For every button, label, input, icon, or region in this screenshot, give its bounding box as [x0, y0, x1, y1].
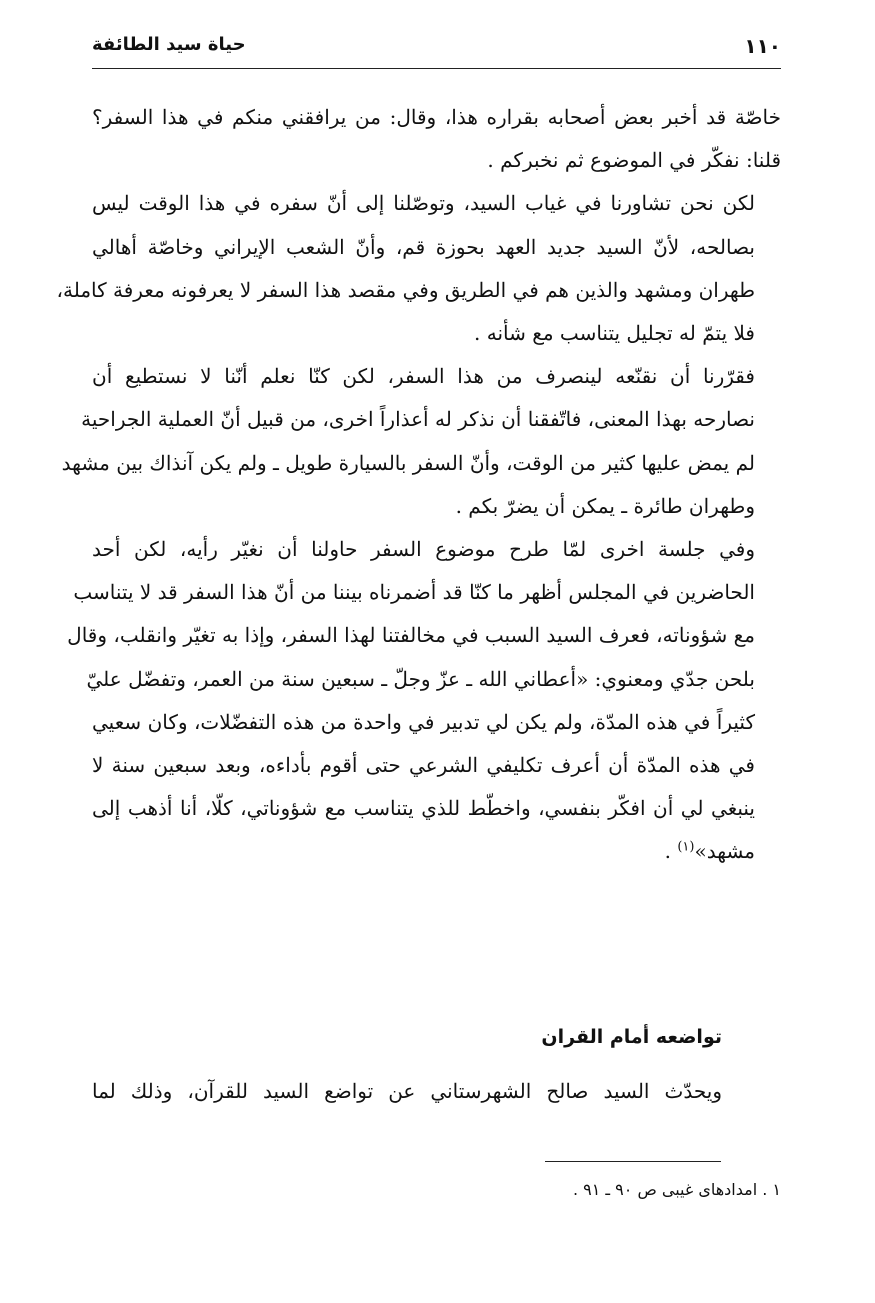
text-line: مع شؤوناته، فعرف السيد السبب في مخالفتنا لهذا السفر، وإذا به تغيّر وانقلب، وقال: [67, 623, 755, 648]
section-paragraph: ويحدّث السيد صالح الشهرستاني عن تواضع السيد للقرآن، وذلك لما: [92, 1079, 722, 1103]
text-line: فلا يتمّ له تجليل يتناسب مع شأنه .: [474, 321, 755, 346]
paragraph-4: [67, 528, 781, 874]
paragraph-2: [56, 182, 781, 355]
text-line: خاصّة قد أخبر بعض أصحابه بقراره هذا، وقال: من يرافقني منكم في هذا السفر؟: [92, 105, 781, 129]
paragraph-3: [61, 355, 781, 528]
footnote: ١ . امدادهای غیبی ص ٩٠ ـ ٩١ .: [572, 1180, 781, 1199]
text-line: مشهد»: [694, 839, 755, 864]
text-line: ينبغي لي أن افكّر بنفسي، واخطّط للذي يتناسب مع شؤوناتي، كلّا، أنا أذهب إلى: [92, 796, 755, 821]
text-line: وفي جلسة اخرى لمّا طرح موضوع السفر حاولنا أن نغيّر رأيه، لكن أحد: [92, 537, 755, 562]
text-line: نصارحه بهذا المعنى، فاتّفقنا أن نذكر له أعذاراً اخرى، من قبيل أنّ العملية الجراحية: [81, 407, 755, 432]
footnote-reference[interactable]: (١): [677, 839, 695, 855]
text-line: بلحن جدّي ومعنوي: «أعطاني الله ـ عزّ وجلّ ـ سبعين سنة من العمر، وتفضّل عليّ: [86, 666, 755, 691]
page-number: ١١٠: [744, 34, 781, 58]
text-line: لم يمض عليها كثير من الوقت، وأنّ السفر بالسيارة طويل ـ ولم يكن آنذاك بين مشهد: [61, 450, 755, 475]
header-rule: [92, 68, 781, 69]
text-line: بصالحه، لأنّ السيد جديد العهد بحوزة قم، وأنّ الشعب الإيراني وخاصّة أهالي: [92, 234, 755, 259]
footnote-separator: [545, 1161, 721, 1162]
text-line-last: [92, 830, 781, 873]
section-heading: تواضعه أمام القران: [541, 1026, 722, 1048]
text-line: كثيراً في هذه المدّة، ولم يكن لي تدبير في واحدة من هذه التفضّلات، وكان سعيي: [92, 709, 755, 734]
text-line: لكن نحن تشاورنا في غياب السيد، وتوصّلنا إلى أنّ سفره في هذا الوقت ليس: [92, 191, 755, 216]
text-line: الحاضرين في المجلس أظهر ما كنّا قد أضمرناه بيننا من أنّ هذا السفر قد لا يتناسب: [73, 580, 755, 605]
text-line: قلنا: نفكّر في الموضوع ثم نخبركم .: [487, 148, 781, 173]
text-line: طهران ومشهد والذين هم في الطريق وفي مقصد هذا السفر لا يعرفونه معرفة كاملة،: [56, 277, 755, 302]
book-title: حياة سيد الطائفة: [92, 34, 246, 55]
sentence-end: .: [664, 839, 678, 864]
paragraph-1: [92, 96, 781, 182]
text-line: وطهران طائرة ـ يمكن أن يضرّ بكم .: [455, 493, 755, 518]
body-text: [56, 96, 781, 874]
text-line: فقرّرنا أن نقنّعه لينصرف من هذا السفر، لكن كنّا نعلم أنّنا لا نستطيع أن: [92, 364, 755, 389]
running-head: [92, 30, 781, 62]
text-line: في هذه المدّة أن أعرف تكليفي الشرعي حتى أقوم بأداءه، وبعد سبعين سنة لا: [92, 753, 755, 778]
